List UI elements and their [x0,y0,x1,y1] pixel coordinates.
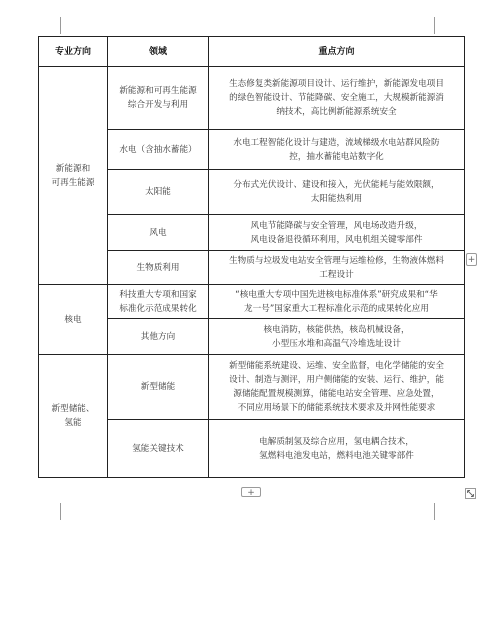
field-cell[interactable] [108,130,209,170]
table-resize-handle[interactable] [465,488,476,499]
table-header-row [39,37,465,67]
focus-text: 核电消防，核能供热，核岛机械设备， 小型压水堆和高温气冷堆选址设计 [263,324,410,349]
focus-cell[interactable] [209,170,465,215]
focus-text: 生态修复类新能源项目设计、运行维护，新能源发电项目 的绿色智能设计、节能降碳、安全施工，大规模新能源消 纳技术，高比例新能源系统安全 [229,79,444,117]
major-cell[interactable] [39,355,108,478]
field-text: 生物质利用 [136,262,180,273]
field-text: 太阳能 [145,187,171,197]
document-table [38,36,465,478]
resize-arrow-icon [466,489,475,498]
focus-cell[interactable] [209,285,465,319]
header-major[interactable]: 专业方向 [39,37,108,67]
major-text: 核电 [64,314,82,325]
major-cell[interactable] [39,67,108,285]
table-row [39,285,465,319]
focus-cell[interactable] [209,67,465,130]
focus-cell[interactable] [209,319,465,355]
add-column-button[interactable]: + [467,255,476,265]
field-cell[interactable] [108,67,209,130]
focus-cell[interactable] [209,130,465,170]
field-text: 风电 [149,227,167,238]
header-focus[interactable]: 重点方向 [209,37,465,67]
major-cell[interactable] [39,285,108,355]
table-row [39,355,465,420]
focus-text: “核电重大专项中国先进核电标准体系”研究成果和“华 龙一号”国家重大工程标准化示范的成果转化应用 [235,289,438,314]
focus-cell[interactable] [209,215,465,251]
add-row-button[interactable]: + [241,487,261,497]
focus-cell[interactable] [209,420,465,478]
focus-cell[interactable] [209,355,465,420]
field-cell[interactable] [108,420,209,478]
field-cell[interactable] [108,355,209,420]
focus-text: 水电工程智能化设计与建造，流域梯级水电站群风险防 控，抽水蓄能电站数字化 [233,137,440,162]
crop-mark-bottom-left-v [60,503,61,520]
field-text: 科技重大专项和国家 标准化示范成果转化 [119,289,197,314]
field-cell[interactable] [108,215,209,251]
focus-cell[interactable] [209,251,465,285]
crop-mark-top-right-v [434,17,435,34]
field-text: 其他方向 [140,331,176,342]
field-text: 水电（含抽水蓄能） [119,144,197,155]
field-cell[interactable] [108,170,209,215]
focus-text: 电解质制氢及综合应用，氢电耦合技术， 氢燃料电池发电站，燃料电池关键零部件 [259,436,414,461]
field-cell[interactable] [108,319,209,355]
crop-mark-bottom-right-v [434,503,435,520]
focus-text: 风电节能降碳与安全管理，风电场改造升级， 风电设备退役循环利用，风电机组关键零部件 [250,220,423,245]
major-text: 新能源和 可再生能源 [51,163,95,188]
header-field[interactable]: 领域 [108,37,209,67]
table-row [39,67,465,130]
focus-text: 生物质与垃圾发电站安全管理与运维检修，生物液体燃料 工程设计 [229,255,444,280]
field-text: 新型储能 [140,382,176,392]
field-text: 氢能关键技术 [132,443,184,454]
field-cell[interactable] [108,285,209,319]
crop-mark-top-left-v [60,17,61,34]
focus-text: 分布式光伏设计、建设和接入，光伏能耗与能效限额， 太阳能热利用 [233,180,440,204]
major-text: 新型储能、 氢能 [51,404,95,428]
focus-text: 新型储能系统建设、运维、安全监督，电化学储能的安全 设计、制造与测评，用户侧储能的安装、运行、维护，能 源储能配置规模测算，储能电站安全管理、应急处置， 不同应用场景下的储能系统技术要求及并网性能要求 [229,361,444,413]
field-cell[interactable] [108,251,209,285]
field-text: 新能源和可再生能源 综合开发与利用 [119,86,197,110]
